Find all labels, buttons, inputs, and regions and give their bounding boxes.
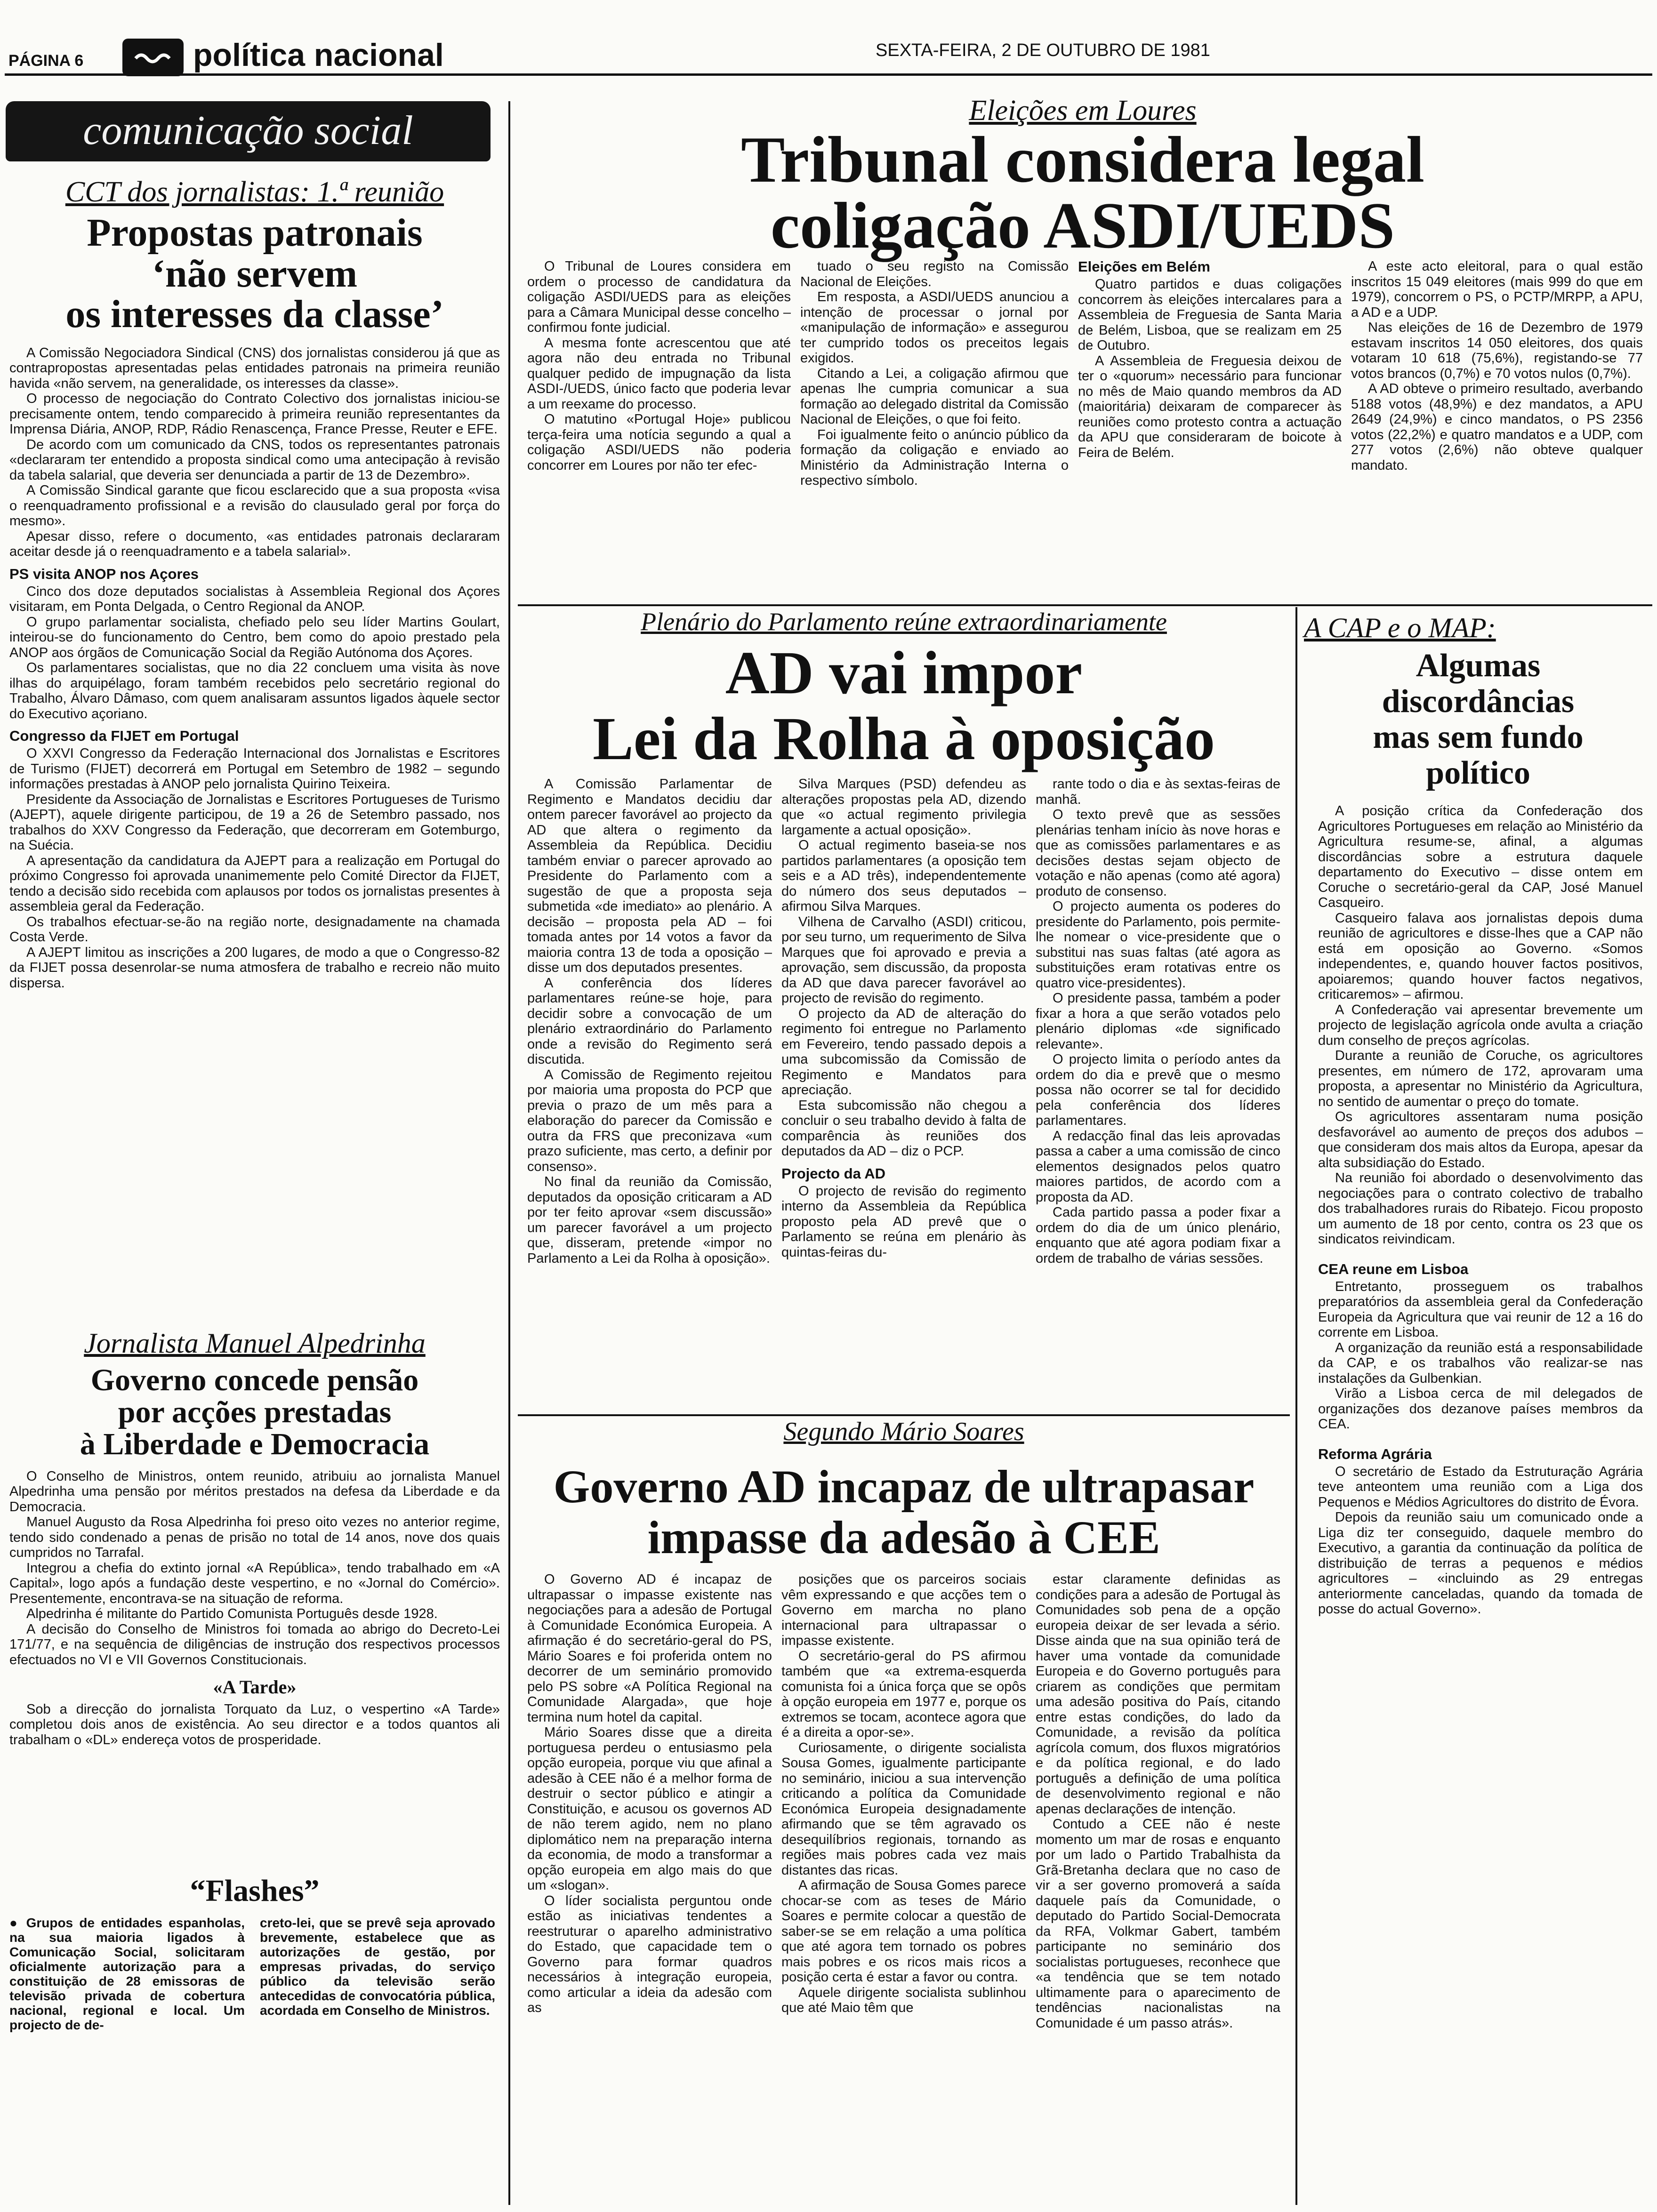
paragraph: O secretário-geral do PS afirmou também que «a extrema-esquerda comunista foi a única força que se opôs à opção europeia em 1977 e, porque os extremos se tocam, acontece agora que é a direita a opor-se». (781, 1648, 1026, 1740)
alpedrinha-kicker: Jornalista Manuel Alpedrinha (84, 1328, 426, 1359)
paragraph: posições que os parceiros sociais vêm expressando e que acções tem o Governo em marcha no plano internacional para ultrapassar o impasse existente. (781, 1572, 1026, 1648)
rolha-headline-line1: AD vai impor (725, 639, 1083, 707)
cap-map-article (1304, 612, 1652, 2207)
cee-headline-line1: Governo AD incapaz de ultrapasar (553, 1460, 1255, 1513)
rolha-headline-line2: Lei da Rolha à oposição (593, 705, 1215, 773)
paragraph: A AJEPT limitou as inscrições a 200 lugares, de modo a que o Congresso-82 da FIJET possa desenrolar-se numa atmosfera de trabalho e recreio não muito dispersa. (9, 945, 500, 991)
fijet-subhead: Congresso da FIJET em Portugal (9, 728, 239, 745)
paragraph: Curiosamente, o dirigente socialista Sousa Gomes, igualmente participante no seminário, iniciou a sua intervenção criticando a política da Comunidade Económica Europeia designadamente afirmando que se têm agravado os desequilíbrios regionais, tornando as regiões mais pobres cada vez mais distantes das ricas. (781, 1740, 1026, 1878)
cap-map-headline-line3: mas sem fundo (1373, 719, 1584, 755)
rolha-bottom-rule (518, 1414, 1290, 1416)
loures-col1 (527, 259, 791, 598)
belem-subhead: Eleições em Belém (1078, 259, 1210, 275)
loures-col3 (1078, 259, 1342, 598)
cct-headline-line2: ‘não servem (152, 251, 358, 296)
flashes-col-a: ● Grupos de entidades espanholas, na sua maioria ligados à Comunicação Social, solicitaram oficialmente autorização para a constituição de 28 emissoras de televisão privada de cobertura nacional, regional e local. Um projecto de de- (9, 1915, 245, 2032)
paragraph: Presidente da Associação de Jornalistas e Escritores Portugueses de Turismo (AJEPT), aquele dirigente participou, de 19 a 26 de Setembro passado, nos trabalhos do XXV Congresso da Federação, que decorreram em Gotemburgo, na Suécia. (9, 792, 500, 853)
paragraph: Esta subcomissão não chegou a concluir o seu trabalho devido à falta de comparência às reuniões dos deputados da AD – diz o PCP. (781, 1098, 1026, 1159)
alpedrinha-headline-line3: à Liberdade e Democracia (80, 1427, 430, 1461)
cct-body (6, 345, 504, 991)
paragraph: Os agricultores assentaram numa posição desfavorável ao aumento de preços dos adubos – que consideram dos mais altos da Europa, apesar da alta subsidiação do Estado. (1318, 1109, 1643, 1170)
cap-map-headline-line4: político (1426, 755, 1530, 791)
alpedrinha-headline-line1: Governo concede pensão (90, 1363, 419, 1397)
paragraph: A redacção final das leis aprovadas passa a caber a uma comissão de cinco elementos designados pelos quatro maiores partidos, de acordo com a proposta da AD. (1036, 1128, 1280, 1205)
cct-headline-line3: os interesses da classe’ (65, 292, 444, 337)
paragraph: O presidente passa, também a poder fixar a hora a que serão votados pelo plenário diplomas «de significado relevante». (1036, 991, 1280, 1052)
banner-comunicacao-social (6, 101, 491, 161)
paragraph: A decisão do Conselho de Ministros foi tomada ao abrigo do Decreto-Lei 171/77, e na sequência de diligências de instrução dos respectivos processos efectuados no VI e VII Governos Constitucionais. (9, 1621, 500, 1667)
rolha-col1 (527, 777, 772, 1403)
left-column-rule (508, 101, 510, 2205)
loures-col4 (1351, 259, 1643, 598)
ps-anop-subhead: PS visita ANOP nos Açores (9, 565, 199, 582)
loures-kicker: Eleições em Loures (969, 95, 1197, 127)
paragraph: Depois da reunião saiu um comunicado onde a Liga diz ter conseguido, daquele membro do Executivo, a garantia da continuação da política de distribuição de terras a pequenos e médios agricultores – «incluindo as 29 entregas anteriormente canceladas, quando da tomada de posse do actual Governo». (1318, 1510, 1643, 1617)
paragraph: A este acto eleitoral, para o qual estão inscritos 15 049 eleitores (mais 999 do que em 1979), concorrem o PS, o PCTP/MRPP, a APU, a AD e a UDP. (1351, 259, 1643, 320)
logo-icon (122, 39, 184, 76)
reforma-agraria-subhead: Reforma Agrária (1318, 1445, 1432, 1462)
flashes-title: “Flashes” (190, 1874, 320, 1908)
paragraph: Entretanto, prosseguem os trabalhos preparatórios da assembleia geral da Confederação Europeia da Agricultura que vai reunir de 12 a 16 do corrente em Lisboa. (1318, 1279, 1643, 1340)
paragraph: O Tribunal de Loures considera em ordem o processo de candidatura da coligação ASDI/UEDS para as eleições para a Câmara Municipal desse concelho – confirmou fonte judicial. (527, 259, 791, 335)
paragraph: A Confederação vai apresentar brevemente um projecto de legislação agrícola onde avulta a criação dum conselho de preços agrícolas. (1318, 1002, 1643, 1048)
paragraph: O grupo parlamentar socialista, chefiado pelo seu líder Martins Goulart, inteirou-se do funcionamento do Centro, bem como do apoio prestado pela ANOP aos órgãos de Comunicação Social da Região Autónoma dos Açores. (9, 614, 500, 660)
cap-map-headline (1304, 648, 1652, 791)
paragraph: Na reunião foi abordado o desenvolvimento das negociações para o contrato colectivo de trabalho dos trabalhadores rurais do Ribatejo. Ficou proposto um aumento de 18 por cento, contra os 23 que os sindicatos reivindicam. (1318, 1170, 1643, 1247)
paragraph: O projecto limita o período antes da ordem do dia e prevê que o mesmo possa não ocorrer se tal for decidido pela conferência dos líderes parlamentares. (1036, 1052, 1280, 1128)
alpedrinha-headline (6, 1364, 504, 1460)
paragraph: Manuel Augusto da Rosa Alpedrinha foi preso oito vezes no anterior regime, tendo sido condenado a penas de prisão no total de 14 anos, nove dos quais cumpridos no Tarrafal. (9, 1515, 500, 1561)
loures-col2 (800, 259, 1069, 598)
paragraph: Em resposta, a ASDI/UEDS anunciou a intenção de processar o jornal por «manipulação de informação» e assegurou ter cumprido todos os preceitos legais exigidos. (800, 289, 1069, 366)
cap-map-body (1304, 803, 1652, 2168)
flashes-col-b: creto-lei, que se prevê seja aprovado brevemente, estabelece que as autorizações de gestão, por empresas privadas, do serviço público da televisão serão antecedidas de convocatória pública, acordada em Conselho de Ministros. (260, 1915, 495, 2018)
paragraph: O líder socialista perguntou onde estão as iniciativas tendentes a reestruturar o aparelho administrativo do Estado, que capacidade tem o Governo para formar quadros necessários à integração europeia, como articular a ideia da adesão com as (527, 1893, 772, 2015)
paragraph: Durante a reunião de Coruche, os agricultores presentes, em número de 172, aprovaram uma proposta, a apresentar no Ministério da Agricultura, no sentido de aumentar o preço do tomate. (1318, 1048, 1643, 1109)
cee-headline-line2: impasse da adesão à CEE (647, 1511, 1160, 1563)
paragraph: A afirmação de Sousa Gomes parece chocar-se com as teses de Mário Soares e permite colocar a questão de saber-se se em relação a uma política que até agora tem tornado os pobres mais pobres e os ricos mais ricos a posição certa é estar a favor ou contra. (781, 1878, 1026, 1985)
paragraph: Apesar disso, refere o documento, «as entidades patronais declararam aceitar desde já o reenquadramento e a tabela salarial». (9, 529, 500, 560)
paragraph: De acordo com um comunicado da CNS, todos os representantes patronais «declararam ter entendido a proposta sindical como uma antecipação à revisão da tabela salarial, que deveria ser denunciada a partir de 13 de Dezembro». (9, 437, 500, 483)
loures-headline-line2: coligação ASDI/UEDS (770, 189, 1395, 262)
page-label: PÁGINA 6 (8, 52, 84, 70)
paragraph: Contudo a CEE não é neste momento um mar de rosas e enquanto por um lado o Partido Trabalhista da Grã-Bretanha declara que no caso de vir a ser governo promoverá a saída daquele país da Comunidade, o deputado do Partido Social-Democrata da RFA, Volkmar Gabert, também participante no seminário dos socialistas portugueses, reconhece que «a tendência que se tem notado ultimamente para o aparecimento de tendências nacionalistas na Comunidade é um passo atrás». (1036, 1817, 1280, 2031)
paragraph: Nas eleições de 16 de Dezembro de 1979 estavam inscritos 14 050 eleitores, dos quais votaram 10 618 (75,6%), registando-se 77 votos brancos (0,7%) e 70 votos nulos (0,7%). (1351, 320, 1643, 381)
page-date: SEXTA-FEIRA, 2 DE OUTUBRO DE 1981 (876, 40, 1210, 60)
alpedrinha-headline-line2: por acções prestadas (118, 1395, 392, 1429)
paragraph: O Governo AD é incapaz de ultrapassar o impasse existente nas negociações para a adesão de Portugal à Comunidade Económica Europeia. A afirmação é do secretário-geral do PS, Mário Soares e foi proferida ontem no decorrer de um seminário promovido pelo PS sobre «A Política Regional na Comunidade Alargada», que hoje termina num hotel da capital. (527, 1572, 772, 1725)
masthead-rule (5, 73, 1652, 76)
paragraph: A Comissão de Regimento rejeitou por maioria uma proposta do PCP que previa o prazo de um mês para a elaboração do parecer da Comissão e outra da FRS que preconizava «um prazo suficiente, mas certo, a definir por consenso». (527, 1067, 772, 1174)
cct-headline (6, 213, 504, 335)
paragraph: A Comissão Negociadora Sindical (CNS) dos jornalistas considerou já que as contrapropostas apresentadas pelas entidades patronais na primeira reunião havida «não servem, na generalidade, os interesses da classe». (9, 345, 500, 391)
rolha-headline (537, 640, 1271, 772)
flashes-box (6, 1873, 504, 2203)
cea-subhead: CEA reune em Lisboa (1318, 1260, 1469, 1277)
paragraph: rante todo o dia e às sextas-feiras de manhã. (1036, 777, 1280, 807)
paragraph: Aquele dirigente socialista sublinhou que até Maio têm que (781, 1985, 1026, 2015)
a-tarde-subhead: «A Tarde» (213, 1676, 297, 1698)
paragraph: O XXVI Congresso da Federação Internacional dos Jornalistas e Escritores de Turismo (FIJET) decorrerá em Portugal em Setembro de 1982 – segundo informações prestadas à ANOP pelo jornalista Quirino Teixeira. (9, 746, 500, 792)
rolha-article (518, 607, 1290, 1407)
paragraph: Cinco dos doze deputados socialistas à Assembleia Regional dos Açores visitaram, em Ponta Delgada, o Centro Regional da ANOP. (9, 584, 500, 615)
paragraph: Cada partido passa a poder fixar a ordem do dia de um único plenário, enquanto que até agora podiam fixar a ordem de trabalho de várias sessões. (1036, 1205, 1280, 1266)
paragraph: O secretário de Estado da Estruturação Agrária teve anteontem uma reunião com a Liga dos Pequenos e Médios Agricultores do distrito de Évora. (1318, 1464, 1643, 1510)
paragraph: Citando a Lei, a coligação afirmou que apenas lhe cumpria comunicar a sua formação ao delegado distrital da Comissão Nacional de Eleições, o que foi feito. (800, 366, 1069, 427)
section-logo (122, 39, 184, 76)
rolha-kicker: Plenário do Parlamento reúne extraordinariamente (641, 608, 1167, 636)
right-column-rule (1295, 607, 1297, 2205)
cct-headline-line1: Propostas patronais (87, 211, 423, 255)
alpedrinha-body (6, 1469, 504, 1748)
paragraph: A apresentação da candidatura da AJEPT para a realização em Portugal do próximo Congresso foi aprovada unanimemente pelo Comité Director da FIJET, tendo a decisão sido recebida com aplausos por todos os jornalistas presentes à assembleia geral da Federação. (9, 853, 500, 914)
cee-kicker: Segundo Mário Soares (783, 1417, 1024, 1446)
loures-bottom-rule (518, 604, 1652, 606)
rolha-col2 (781, 777, 1026, 1403)
paragraph: Silva Marques (PSD) defendeu as alterações propostas pela AD, dizendo que «o actual regimento privilegia largamente a actual oposição». (781, 777, 1026, 838)
paragraph: No final da reunião da Comissão, deputados da oposição criticaram a AD por ter feito aprovar «sem discussão» um parecer favorável a um projecto que, disseram, pretende «impor no Parlamento a Lei da Rolha à oposição». (527, 1174, 772, 1266)
paragraph: Vilhena de Carvalho (ASDI) criticou, por seu turno, um requerimento de Silva Marques que foi aprovado e previa a aprovação, sem discussão, da proposta da AD que dava parecer favorável ao projecto de revisão do regimento. (781, 914, 1026, 1006)
paragraph: A Comissão Sindical garante que ficou esclarecido que a sua proposta «visa o reenquadramento profissional e a revisão do clausulado geral por força do mesmo». (9, 483, 500, 529)
paragraph: Foi igualmente feito o anúncio público da formação da coligação e enviado ao Ministério da Administração Interna o respectivo símbolo. (800, 427, 1069, 488)
paragraph: O actual regimento baseia-se nos partidos parlamentares (a oposição tem seis e a AD três), independentemente do número dos seus deputados – afirmou Silva Marques. (781, 838, 1026, 914)
cee-col1 (527, 1572, 772, 2203)
paragraph: A AD obteve o primeiro resultado, averbando 5188 votos (48,9%) e dez mandatos, a APU 2649 (24,9%) e cinco mandatos, o PS 2356 votos (22,2%) e quatro mandatos e a UDP, com 277 votos (2,6%) não obteve qualquer mandato. (1351, 381, 1643, 473)
paragraph: Quatro partidos e duas coligações concorrem às eleições intercalares para a Assembleia de Freguesia de Santa Maria de Belém, Lisboa, que se realizam em 25 de Outubro. (1078, 277, 1342, 353)
cee-col3 (1036, 1572, 1280, 2203)
paragraph: A conferência dos líderes parlamentares reúne-se hoje, para decidir sobre a convocação de um plenário extraordinário do Parlamento onde a revisão do Regimento será discutida. (527, 975, 772, 1067)
rolha-col3 (1036, 777, 1280, 1403)
paragraph: Integrou a chefia do extinto jornal «A República», tendo trabalhado em «A Capital», logo após a fundação deste vespertino, e no «Jornal do Comércio». Presentemente, encontrava-se na situação de reforma. (9, 1560, 500, 1606)
paragraph: O projecto aumenta os poderes do presidente do Parlamento, pois permite-lhe nomear o vice-presidente que o substitui nas suas faltas (até agora as substituições eram rotativas entre os quatro vice-presidentes). (1036, 899, 1280, 991)
paragraph: O texto prevê que as sessões plenárias tenham início às nove horas e que as comissões parlamentares e as decisões destas sejam objecto de votação e não apenas (como até agora) produto de consenso. (1036, 807, 1280, 899)
paragraph: O processo de negociação do Contrato Colectivo dos jornalistas iniciou-se precisamente ontem, tendo comparecido à primeira reunião representantes da Imprensa Diária, ANOP, RDP, Rádio Renascença, France Presse, Reuter e EFE. (9, 391, 500, 437)
paragraph: estar claramente definidas as condições para a adesão de Portugal às Comunidades sob pena de a opção europeia deixar de ser levada a sério. Disse ainda que na sua opinião terá de haver uma vontade da comunidade Europeia e do Governo português para criarem as condições que permitam uma adesão positiva do País, citando entre estas condições, do lado da Comunidade, a revisão da política agrícola comum, dos fluxos migratórios e da política regional, e do lado português a definição de uma política de desenvolvimento regional e não apenas declarações de intenção. (1036, 1572, 1280, 1817)
projecto-ad-subhead: Projecto da AD (781, 1165, 886, 1182)
cap-map-headline-line1: Algumas (1416, 648, 1541, 684)
paragraph: Virão a Lisboa cerca de mil delegados de organizações dos dezanove países membros da CEA. (1318, 1386, 1643, 1432)
paragraph: A Comissão Parlamentar de Regimento e Mandatos decidiu dar ontem parecer favorável ao projecto da AD que altera o regimento da Assembleia da República. Decidiu também enviar o parecer aprovado ao Presidente do Parlamento com a sugestão de que a proposta seja submetida «de imediato» ao plenário. A decisão – proposta pela AD – foi tomada antes por 14 votos a favor da maioria contra 13 de toda a oposição – disse um dos deputados presentes. (527, 777, 772, 975)
paragraph: Mário Soares disse que a direita portuguesa perdeu o entusiasmo pela opção europeia, porque viu que afinal a adesão à CEE não é a melhor forma de destruir o sector público e atingir a Constituição, e acusou os governos AD de não terem agido, nem no plano diplomático nem na preparação interna da economia, de modo a transformar a opção europeia em algo mais do que um «slogan». (527, 1725, 772, 1893)
alpedrinha-article (6, 1327, 504, 1864)
cap-map-kicker: A CAP e o MAP: (1304, 612, 1496, 643)
loures-headline-line1: Tribunal considera legal (741, 123, 1424, 196)
paragraph: O projecto de revisão do regimento interno da Assembleia da República proposto pela AD prevê que o Parlamento se reúna em plenário às quintas-feiras du- (781, 1183, 1026, 1260)
paragraph: tuado o seu registo na Comissão Nacional de Eleições. (800, 259, 1069, 289)
loures-article (518, 94, 1652, 602)
cee-col2 (781, 1572, 1026, 2203)
paragraph: Sob a direcção do jornalista Torquato da Luz, o vespertino «A Tarde» completou dois anos de existência. Ao seu director e a todos quantos ali trabalham o «DL» endereça votos de prosperidade. (9, 1701, 500, 1747)
paragraph: O projecto da AD de alteração do regimento foi entregue no Parlamento em Fevereiro, tendo passado depois a uma subcomissão da Comissão de Regimento e Mandatos para apreciação. (781, 1006, 1026, 1098)
paragraph: A mesma fonte acrescentou que até agora não deu entrada no Tribunal qualquer pedido de impugnação da lista ASDI-/UEDS, único facto que poderia levar a um reexame do processo. (527, 335, 791, 412)
paragraph: Alpedrinha é militante do Partido Comunista Português desde 1928. (26, 1606, 438, 1622)
paragraph: Casqueiro falava aos jornalistas depois duma reunião de agricultores e disse-lhes que a CAP não está em oposição ao Governo. «Somos independentes, e, quando houver factos positivos, apoiaremos; quando houver factos negativos, criticaremos» – afirmou. (1318, 910, 1643, 1002)
paragraph: O Conselho de Ministros, ontem reunido, atribuiu ao jornalista Manuel Alpedrinha uma pensão por méritos prestados na defesa da Liberdade e da Democracia. (9, 1468, 500, 1515)
cap-map-headline-line2: discordâncias (1382, 683, 1575, 720)
cee-headline (523, 1461, 1285, 1563)
banner-text: comunicação social (83, 108, 413, 153)
paragraph: A organização da reunião está a responsabilidade da CAP, e os trabalhos vão realizar-se nas instalações da Gulbenkian. (1318, 1340, 1643, 1386)
cct-kicker: CCT dos jornalistas: 1.ª reunião (65, 176, 444, 208)
paragraph: Os parlamentares socialistas, que no dia 22 concluem uma visita às nove ilhas do arquipélago, foram também recebidos pelo secretário regional do Trabalho, Álvaro Dâmaso, com quem analisaram assuntos ligados àquele sector do Executivo açoriano. (9, 660, 500, 721)
paragraph: Os trabalhos efectuar-se-ão na região norte, designadamente na chamada Costa Verde. (9, 914, 500, 945)
paragraph: A Assembleia de Freguesia deixou de ter o «quorum» necessário para funcionar no mês de Maio quando membros da AD (maioritária) deixaram de comparecer às reuniões como protesto contra a actuação da APU que consideraram de boicote à Feira de Belém. (1078, 353, 1342, 460)
paragraph: A posição crítica da Confederação dos Agricultores Portugueses em relação ao Ministério da Agricultura resume-se, afinal, a algumas discordâncias sobre a estrutura daquele departamento do Executivo – disse ontem em Coruche o secretário-geral da CAP, José Manuel Casqueiro. (1318, 803, 1643, 910)
section-title: política nacional (193, 37, 444, 73)
loures-headline (659, 123, 1506, 262)
paragraph: O matutino «Portugal Hoje» publicou terça-feira uma notícia segundo a qual a coligação ASDI/UEDS não poderia concorrer em Loures por não ter efec- (527, 412, 791, 473)
cee-article (518, 1417, 1290, 2207)
